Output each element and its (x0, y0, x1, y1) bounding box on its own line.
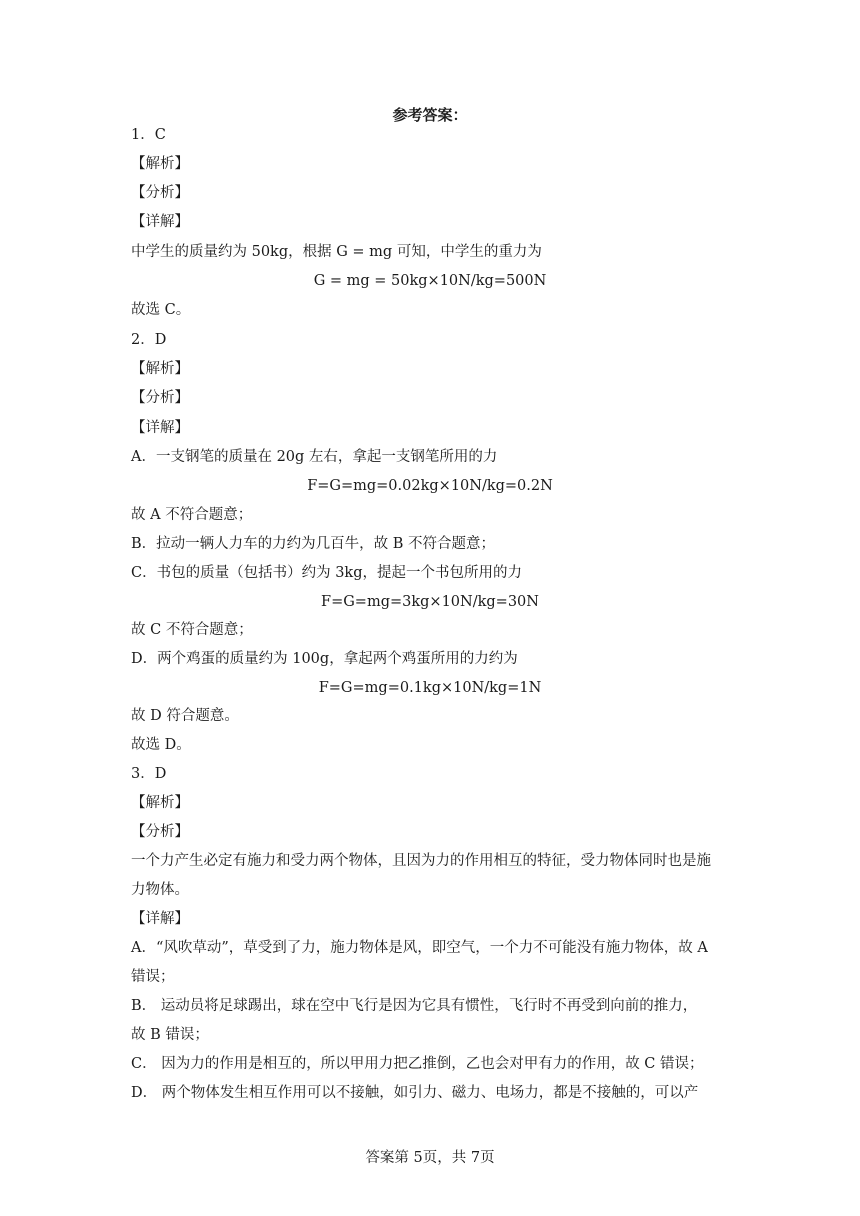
formula: F=G=mg=0.1kg×10N/kg=1N (318, 680, 542, 696)
text-line: A．“风吹草动”，草受到了力，施力物体是风，即空气，一个力不可能没有施力物体，故 A (131, 940, 708, 956)
text-line: 中学生的质量约为 50kg，根据 G = mg 可知，中学生的重力为 (131, 244, 542, 260)
text-line: B． 运动员将足球踢出，球在空中飞行是因为它具有惯性，飞行时不再受到向前的推力， (131, 998, 698, 1014)
text-line: 一个力产生必定有施力和受力两个物体，且因为力的作用相互的特征，受力物体同时也是施 (131, 853, 711, 869)
answer-number: 3．D (131, 766, 167, 782)
page-title: 参考答案： (392, 106, 468, 124)
section-label: 【解析】 (131, 156, 189, 172)
section-label: 【详解】 (131, 420, 189, 436)
text-line: C．书包的质量（包括书）约为 3kg，提起一个书包所用的力 (131, 565, 522, 581)
text-line: B．拉动一辆人力车的力约为几百牛，故 B 不符合题意； (131, 536, 496, 552)
page-footer: 答案第 5页，共 7页 (365, 1150, 495, 1166)
text-line: 力物体。 (131, 882, 189, 898)
answer-number: 1．C (131, 127, 166, 143)
section-label: 【分析】 (131, 390, 189, 406)
text-line: 故选 D。 (131, 737, 191, 753)
section-label: 【详解】 (131, 214, 189, 230)
text-line: 故 A 不符合题意； (131, 507, 253, 523)
section-label: 【分析】 (131, 824, 189, 840)
formula: F=G=mg=0.02kg×10N/kg=0.2N (307, 478, 553, 494)
formula: F=G=mg=3kg×10N/kg=30N (321, 594, 539, 610)
answer-number: 2．D (131, 332, 167, 348)
section-label: 【解析】 (131, 361, 189, 377)
section-label: 【分析】 (131, 185, 189, 201)
text-line: D． 两个物体发生相互作用可以不接触，如引力、磁力、电场力，都是不接触的，可以产 (131, 1085, 699, 1101)
text-line: 故选 C。 (131, 302, 191, 318)
text-line: 故 B 错误； (131, 1027, 209, 1043)
section-label: 【详解】 (131, 911, 189, 927)
text-line: A．一支钢笔的质量在 20g 左右，拿起一支钢笔所用的力 (131, 449, 498, 465)
formula: G = mg = 50kg×10N/kg=500N (313, 273, 547, 289)
text-line: C． 因为力的作用是相互的，所以甲用力把乙推倒，乙也会对甲有力的作用，故 C 错误； (131, 1056, 704, 1072)
text-line: D．两个鸡蛋的质量约为 100g，拿起两个鸡蛋所用的力约为 (131, 651, 518, 667)
text-line: 错误； (131, 969, 175, 985)
text-line: 故 D 符合题意。 (131, 708, 239, 724)
section-label: 【解析】 (131, 795, 189, 811)
text-line: 故 C 不符合题意； (131, 622, 253, 638)
